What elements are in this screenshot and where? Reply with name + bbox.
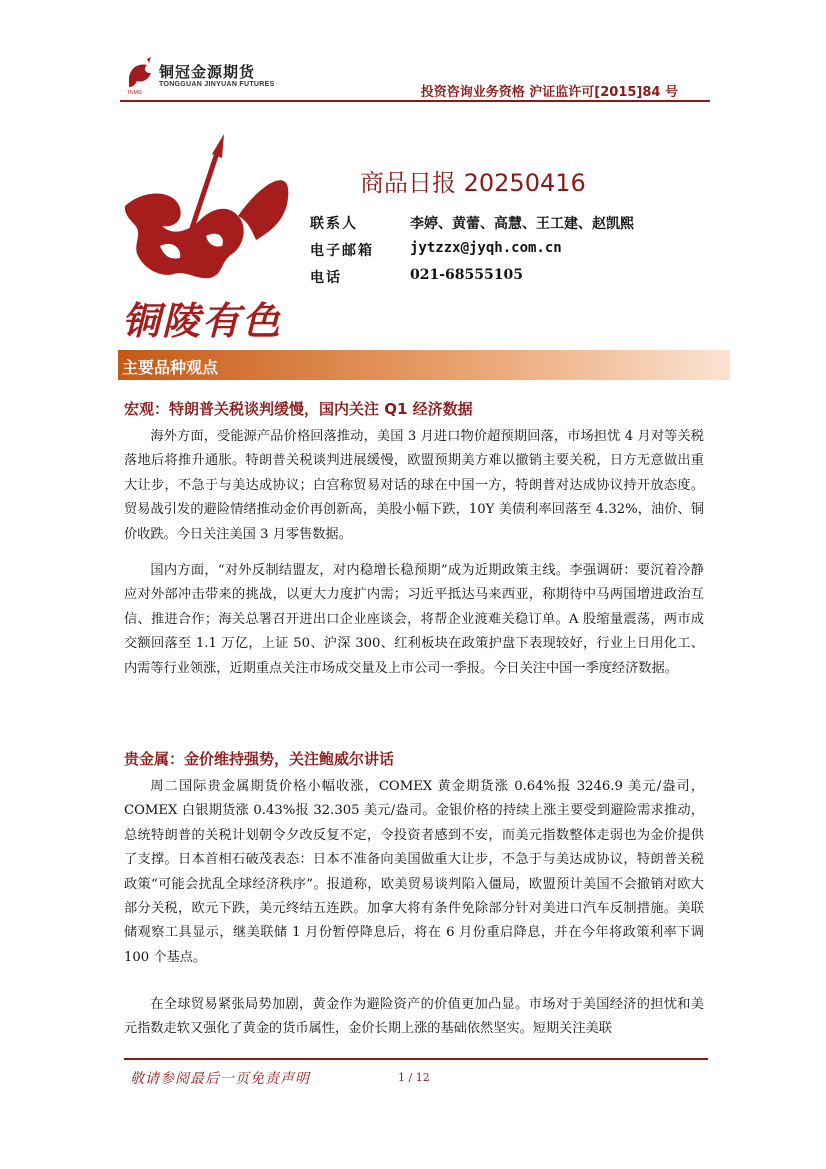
brand-name-en: TONGGUAN JINYUAN FUTURES: [159, 81, 275, 88]
disclaimer-note: 敬请参阅最后一页免责声明: [130, 1071, 310, 1087]
page-number: 1 / 12: [398, 1071, 430, 1084]
contact-label: 电子邮箱: [310, 243, 374, 259]
report-title: 商品日报 20250416: [360, 169, 586, 197]
article-paragraph: 在全球贸易紧张局势加剧，黄金作为避险资产的价值更加凸显。市场对于美国经济的担忧和美元指数走软又强化了黄金的货币属性，金价长期上涨的基础依然坚实。短期关注美联: [124, 997, 704, 1037]
logo-calligraphy: 铜陵有色: [122, 298, 283, 343]
license-text: 投资咨询业务资格 沪证监许可[2015]84 号: [420, 85, 678, 100]
article-paragraph: 海外方面，受能源产品价格回落推动，美国 3 月进口物价超预期回落，市场担忧 4 月对等关税落地后将推升通胀。特朗普关税谈判进展缓慢，欧盟预期美方难以撤销主要关税，日方无意做出重大让步，不急于与美达成协议；白宫称贸易对话的球在中国一方，特朗普对达成协议持开放态度。贸易战引发的避险情绪推动金价再创新高，美股小幅下跌，10Y 美债利率回落至 4.32%，油价、铜价收跌。今日关注美国 3 月零售数据。: [124, 429, 704, 542]
article-paragraph: 国内方面，“对外反制结盟友，对内稳增长稳预期”成为近期政策主线。李强调研：要沉着冷静应对外部冲击带来的挑战，以更大力度扩内需；习近平抵达马来西亚，称期待中马两国增进政治互信、推进合作；海关总署召开进出口企业座谈会，将帮企业渡难关稳订单。A 股缩量震荡，两市成交额回落至 1.1 万亿，上证 50、沪深 300、红利板块在政策护盘下表现较好，行业上日用化工、内需等行业领涨，近期重点关注市场成交量及上市公司一季报。今日关注中国一季度经济数据。: [124, 563, 704, 676]
contact-names: 李婷、黄蕾、高慧、王工建、赵凯熙: [410, 216, 634, 232]
article-paragraph: 周二国际贵金属期货价格小幅收涨，COMEX 黄金期货涨 0.64%报 3246.9 美元/盎司，COMEX 白银期货涨 0.43%报 32.305 美元/盎司。金银价格的持续上涨主要受到避险需求推动，总统特朗普的关税计划朝令夕改反复不定，令投资者感到不安，而美元指数整体走弱也为金价提供了支撑。日本首相石破茂表态：日本不准备向美国做重大让步，不急于与美达成协议，特朗普关税政策“可能会扰乱全球经济秩序”。报道称，欧美贸易谈判陷入僵局，欧盟预计美国不会撤销对欧大部分关税，欧元下跌，美元终结五连跌。加拿大将有条件免除部分针对美进口汽车反制措施。美联储观察工具显示，继美联储 1 月份暂停降息后，将在 6 月份重启降息，并在今年将政策利率下调 100 个基点。: [124, 779, 704, 965]
company-logo-icon: [125, 55, 157, 95]
contact-email-link[interactable]: jytzzx@jyqh.com.cn: [410, 240, 562, 256]
brand-name-cn: 铜冠金源期货: [159, 63, 256, 81]
contact-label: 电话: [310, 270, 342, 286]
phoenix-logo-icon: [120, 128, 305, 348]
tongling-nonferrous-logo: [120, 128, 305, 348]
company-brand: [125, 55, 285, 100]
footer-divider: [124, 1058, 708, 1060]
section-header: [118, 350, 730, 380]
contact-label: 联系人: [310, 216, 358, 232]
contact-phone: 021-68555105: [410, 267, 523, 283]
article-heading-macro: 宏观：特朗普关税谈判缓慢，国内关注 Q1 经济数据: [124, 400, 473, 418]
brand-mark-text: TNMG: [127, 90, 142, 95]
section-title: 主要品种观点: [122, 358, 219, 377]
article-heading-precious-metals: 贵金属：金价维持强势，关注鲍威尔讲话: [124, 750, 395, 768]
header-divider: [120, 100, 710, 102]
